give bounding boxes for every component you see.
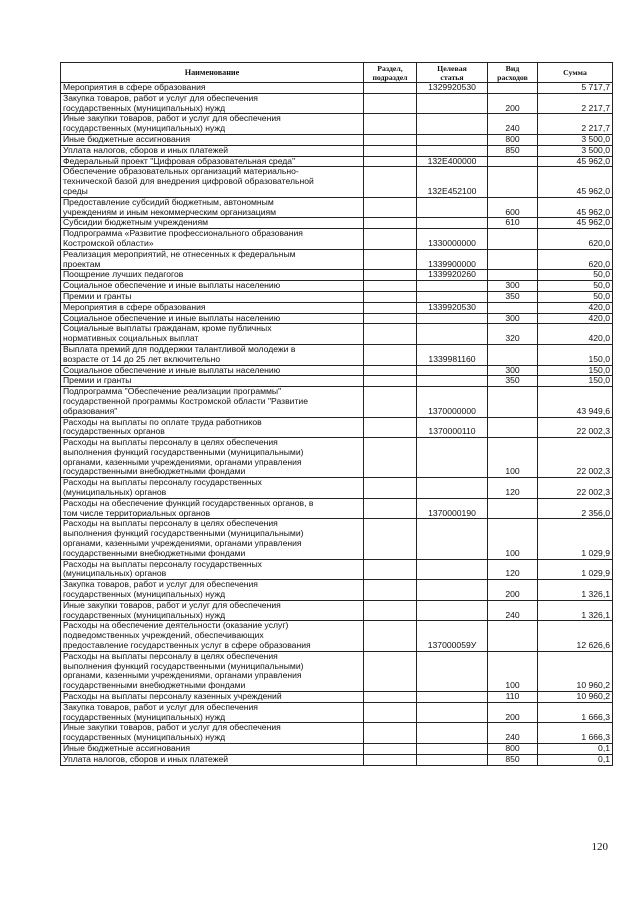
table-row xyxy=(61,291,613,302)
row-vid-cell xyxy=(488,302,538,313)
row-vid-cell: 610 xyxy=(488,218,538,229)
row-sum-cell: 22 002,3 xyxy=(538,417,613,438)
row-sum-cell: 1 326,1 xyxy=(538,600,613,621)
header-name: Наименование xyxy=(61,63,364,83)
row-target-cell xyxy=(417,723,488,744)
row-vid-cell: 600 xyxy=(488,197,538,218)
row-vid-cell xyxy=(488,387,538,417)
row-section-cell xyxy=(364,621,417,651)
row-name-cell: Расходы на выплаты персоналу в целях обеспечения выполнения функций государственными (муниципальными) органами, казенными учреждениями, органами управления государственными внебюджетными фондами xyxy=(61,438,364,478)
row-name-cell: Премии и гранты xyxy=(61,376,364,387)
row-sum-cell: 1 029,9 xyxy=(538,559,613,580)
row-vid-cell: 200 xyxy=(488,580,538,601)
row-target-cell xyxy=(417,324,488,345)
budget-table-container xyxy=(60,62,612,766)
row-section-cell xyxy=(364,114,417,135)
row-vid-cell: 850 xyxy=(488,754,538,765)
row-name-cell: Социальное обеспечение и иные выплаты населению xyxy=(61,313,364,324)
row-name-cell: Иные закупки товаров, работ и услуг для обеспечения государственных (муниципальных) нужд xyxy=(61,114,364,135)
row-target-cell xyxy=(417,651,488,691)
row-name-cell: Премии и гранты xyxy=(61,291,364,302)
row-vid-cell: 350 xyxy=(488,376,538,387)
row-target-cell: 1329920530 xyxy=(417,83,488,94)
header-sum: Сумма xyxy=(538,63,613,83)
row-sum-cell: 2 217,7 xyxy=(538,93,613,114)
row-target-cell xyxy=(417,93,488,114)
row-section-cell xyxy=(364,417,417,438)
row-vid-cell: 800 xyxy=(488,744,538,755)
row-sum-cell: 150,0 xyxy=(538,365,613,376)
row-name-cell: Социальное обеспечение и иные выплаты населению xyxy=(61,365,364,376)
row-vid-cell: 100 xyxy=(488,651,538,691)
row-target-cell xyxy=(417,376,488,387)
row-target-cell: 1370000000 xyxy=(417,387,488,417)
row-sum-cell: 3 500,0 xyxy=(538,145,613,156)
page-number: 120 xyxy=(591,841,608,853)
row-target-cell xyxy=(417,281,488,292)
row-name-cell: Субсидии бюджетным учреждениям xyxy=(61,218,364,229)
row-sum-cell: 10 960,2 xyxy=(538,651,613,691)
row-target-cell xyxy=(417,291,488,302)
row-vid-cell: 100 xyxy=(488,438,538,478)
row-name-cell: Закупка товаров, работ и услуг для обеспечения государственных (муниципальных) нужд xyxy=(61,580,364,601)
row-target-cell xyxy=(417,218,488,229)
row-name-cell: Реализация мероприятий, не отнесенных к федеральным проектам xyxy=(61,249,364,270)
row-name-cell: Расходы на выплаты персоналу государственных (муниципальных) органов xyxy=(61,478,364,499)
row-target-cell xyxy=(417,114,488,135)
row-sum-cell: 620,0 xyxy=(538,249,613,270)
row-name-cell: Социальные выплаты гражданам, кроме публичных нормативных социальных выплат xyxy=(61,324,364,345)
table-row xyxy=(61,600,613,621)
row-vid-cell: 100 xyxy=(488,519,538,559)
row-section-cell xyxy=(364,313,417,324)
row-name-cell: Иные бюджетные ассигнования xyxy=(61,744,364,755)
row-sum-cell: 22 002,3 xyxy=(538,478,613,499)
table-row xyxy=(61,270,613,281)
row-sum-cell: 5 717,7 xyxy=(538,83,613,94)
table-row xyxy=(61,197,613,218)
row-target-cell xyxy=(417,145,488,156)
row-name-cell: Расходы на выплаты персоналу в целях обеспечения выполнения функций государственными (муниципальными) органами, казенными учреждениями, органами управления государственными внебюджетными фондами xyxy=(61,519,364,559)
row-sum-cell: 420,0 xyxy=(538,313,613,324)
table-row xyxy=(61,580,613,601)
row-vid-cell xyxy=(488,83,538,94)
row-target-cell xyxy=(417,438,488,478)
row-name-cell: Закупка товаров, работ и услуг для обеспечения государственных (муниципальных) нужд xyxy=(61,702,364,723)
row-section-cell xyxy=(364,438,417,478)
row-section-cell xyxy=(364,197,417,218)
row-section-cell xyxy=(364,600,417,621)
row-sum-cell: 43 949,6 xyxy=(538,387,613,417)
table-row xyxy=(61,723,613,744)
table-row xyxy=(61,498,613,519)
row-target-cell xyxy=(417,600,488,621)
row-sum-cell: 3 500,0 xyxy=(538,134,613,145)
row-section-cell xyxy=(364,702,417,723)
table-header-row xyxy=(61,63,613,83)
row-section-cell xyxy=(364,519,417,559)
row-name-cell: Обеспечение образовательных организаций материально- технической базой для внедрения цифровой образовательной среды xyxy=(61,167,364,197)
row-vid-cell xyxy=(488,270,538,281)
row-section-cell xyxy=(364,723,417,744)
row-sum-cell: 45 962,0 xyxy=(538,218,613,229)
row-name-cell: Предоставление субсидий бюджетным, автономным учреждениям и иным некоммерческим организациям xyxy=(61,197,364,218)
row-vid-cell: 300 xyxy=(488,313,538,324)
row-name-cell: Расходы на обеспечение деятельности (оказание услуг) подведомственных учреждений, обеспечивающих предоставление государственных услуг в сфере образования xyxy=(61,621,364,651)
row-sum-cell: 45 962,0 xyxy=(538,197,613,218)
row-name-cell: Иные закупки товаров, работ и услуг для обеспечения государственных (муниципальных) нужд xyxy=(61,600,364,621)
row-vid-cell xyxy=(488,249,538,270)
table-row xyxy=(61,559,613,580)
row-sum-cell: 0,1 xyxy=(538,744,613,755)
row-name-cell: Поощрение лучших педагогов xyxy=(61,270,364,281)
row-vid-cell: 240 xyxy=(488,600,538,621)
row-vid-cell: 240 xyxy=(488,723,538,744)
row-target-cell: 1330000000 xyxy=(417,229,488,250)
table-row xyxy=(61,114,613,135)
row-section-cell xyxy=(364,692,417,703)
row-sum-cell: 2 217,7 xyxy=(538,114,613,135)
row-target-cell xyxy=(417,365,488,376)
header-target: Целевая статья xyxy=(417,63,488,83)
table-row xyxy=(61,702,613,723)
row-sum-cell: 10 960,2 xyxy=(538,692,613,703)
row-vid-cell: 350 xyxy=(488,291,538,302)
row-target-cell: 1370000190 xyxy=(417,498,488,519)
table-row xyxy=(61,344,613,365)
table-row xyxy=(61,376,613,387)
table-row xyxy=(61,218,613,229)
row-section-cell xyxy=(364,83,417,94)
row-name-cell: Расходы на выплаты персоналу в целях обеспечения выполнения функций государственными (муниципальными) органами, казенными учреждениями, органами управления государственными внебюджетными фондами xyxy=(61,651,364,691)
row-vid-cell: 120 xyxy=(488,478,538,499)
row-section-cell xyxy=(364,580,417,601)
table-row xyxy=(61,281,613,292)
row-section-cell xyxy=(364,93,417,114)
row-name-cell: Мероприятия в сфере образования xyxy=(61,302,364,313)
row-target-cell: 1370000110 xyxy=(417,417,488,438)
row-section-cell xyxy=(364,478,417,499)
row-target-cell xyxy=(417,580,488,601)
table-row xyxy=(61,302,613,313)
row-sum-cell: 2 356,0 xyxy=(538,498,613,519)
row-name-cell: Расходы на обеспечение функций государственных органов, в том числе территориальных органов xyxy=(61,498,364,519)
row-section-cell xyxy=(364,291,417,302)
row-vid-cell: 240 xyxy=(488,114,538,135)
row-vid-cell: 200 xyxy=(488,702,538,723)
row-section-cell xyxy=(364,344,417,365)
row-section-cell xyxy=(364,281,417,292)
table-body xyxy=(61,83,613,766)
row-target-cell: 1339920260 xyxy=(417,270,488,281)
row-section-cell xyxy=(364,249,417,270)
row-target-cell xyxy=(417,519,488,559)
row-sum-cell: 1 326,1 xyxy=(538,580,613,601)
row-vid-cell: 800 xyxy=(488,134,538,145)
row-name-cell: Федеральный проект "Цифровая образовательная среда" xyxy=(61,156,364,167)
row-section-cell xyxy=(364,754,417,765)
table-row xyxy=(61,651,613,691)
row-target-cell: 1339920530 xyxy=(417,302,488,313)
table-row xyxy=(61,478,613,499)
row-section-cell xyxy=(364,167,417,197)
row-name-cell: Подпрограмма "Обеспечение реализации программы" государственной программы Костромской области "Развитие образования" xyxy=(61,387,364,417)
table-row xyxy=(61,365,613,376)
row-section-cell xyxy=(364,218,417,229)
row-target-cell xyxy=(417,744,488,755)
row-sum-cell: 45 962,0 xyxy=(538,156,613,167)
table-row xyxy=(61,93,613,114)
row-target-cell: 137000059У xyxy=(417,621,488,651)
row-sum-cell: 150,0 xyxy=(538,344,613,365)
row-sum-cell: 22 002,3 xyxy=(538,438,613,478)
row-vid-cell xyxy=(488,621,538,651)
row-section-cell xyxy=(364,156,417,167)
row-sum-cell: 45 962,0 xyxy=(538,167,613,197)
header-vid: Вид расходов xyxy=(488,63,538,83)
row-section-cell xyxy=(364,559,417,580)
row-sum-cell: 1 666,3 xyxy=(538,723,613,744)
row-sum-cell: 1 029,9 xyxy=(538,519,613,559)
row-vid-cell xyxy=(488,417,538,438)
row-sum-cell: 12 626,6 xyxy=(538,621,613,651)
row-name-cell: Закупка товаров, работ и услуг для обеспечения государственных (муниципальных) нужд xyxy=(61,93,364,114)
table-row xyxy=(61,417,613,438)
row-section-cell xyxy=(364,302,417,313)
table-row xyxy=(61,313,613,324)
header-section: Раздел, подраздел xyxy=(364,63,417,83)
table-row xyxy=(61,754,613,765)
table-row xyxy=(61,438,613,478)
row-target-cell xyxy=(417,478,488,499)
row-target-cell xyxy=(417,702,488,723)
row-target-cell xyxy=(417,313,488,324)
row-vid-cell xyxy=(488,167,538,197)
table-row xyxy=(61,83,613,94)
row-name-cell: Расходы на выплаты персоналу государственных (муниципальных) органов xyxy=(61,559,364,580)
row-name-cell: Расходы на выплаты по оплате труда работников государственных органов xyxy=(61,417,364,438)
table-row xyxy=(61,692,613,703)
table-row xyxy=(61,229,613,250)
row-vid-cell: 300 xyxy=(488,281,538,292)
row-section-cell xyxy=(364,229,417,250)
table-row xyxy=(61,145,613,156)
row-sum-cell: 620,0 xyxy=(538,229,613,250)
row-name-cell: Мероприятия в сфере образования xyxy=(61,83,364,94)
row-name-cell: Уплата налогов, сборов и иных платежей xyxy=(61,754,364,765)
row-name-cell: Социальное обеспечение и иные выплаты населению xyxy=(61,281,364,292)
row-name-cell: Подпрограмма «Развитие профессионального образования Костромской области» xyxy=(61,229,364,250)
row-section-cell xyxy=(364,651,417,691)
row-sum-cell: 50,0 xyxy=(538,270,613,281)
row-vid-cell: 200 xyxy=(488,93,538,114)
table-row xyxy=(61,134,613,145)
table-row xyxy=(61,249,613,270)
row-section-cell xyxy=(364,498,417,519)
row-section-cell xyxy=(364,145,417,156)
row-name-cell: Иные бюджетные ассигнования xyxy=(61,134,364,145)
row-section-cell xyxy=(364,134,417,145)
row-section-cell xyxy=(364,324,417,345)
table-row xyxy=(61,519,613,559)
row-section-cell xyxy=(364,376,417,387)
row-target-cell: 132E400000 xyxy=(417,156,488,167)
row-target-cell xyxy=(417,134,488,145)
row-vid-cell: 110 xyxy=(488,692,538,703)
row-target-cell xyxy=(417,197,488,218)
table-row xyxy=(61,324,613,345)
row-sum-cell: 150,0 xyxy=(538,376,613,387)
row-section-cell xyxy=(364,744,417,755)
row-target-cell xyxy=(417,754,488,765)
row-target-cell xyxy=(417,559,488,580)
row-vid-cell: 850 xyxy=(488,145,538,156)
row-target-cell: 1339981160 xyxy=(417,344,488,365)
row-target-cell: 1339900000 xyxy=(417,249,488,270)
table-row xyxy=(61,156,613,167)
row-name-cell: Расходы на выплаты персоналу казенных учреждений xyxy=(61,692,364,703)
row-target-cell: 132E452100 xyxy=(417,167,488,197)
row-name-cell: Выплата премий для поддержки талантливой молодежи в возрасте от 14 до 25 лет включительно xyxy=(61,344,364,365)
row-vid-cell: 120 xyxy=(488,559,538,580)
row-section-cell xyxy=(364,387,417,417)
row-sum-cell: 420,0 xyxy=(538,324,613,345)
row-vid-cell xyxy=(488,229,538,250)
row-sum-cell: 50,0 xyxy=(538,291,613,302)
row-sum-cell: 50,0 xyxy=(538,281,613,292)
row-vid-cell xyxy=(488,498,538,519)
table-row xyxy=(61,167,613,197)
row-vid-cell xyxy=(488,344,538,365)
row-section-cell xyxy=(364,365,417,376)
row-vid-cell: 320 xyxy=(488,324,538,345)
row-sum-cell: 1 666,3 xyxy=(538,702,613,723)
row-sum-cell: 420,0 xyxy=(538,302,613,313)
row-name-cell: Иные закупки товаров, работ и услуг для обеспечения государственных (муниципальных) нужд xyxy=(61,723,364,744)
table-row xyxy=(61,387,613,417)
row-target-cell xyxy=(417,692,488,703)
row-vid-cell: 300 xyxy=(488,365,538,376)
budget-table xyxy=(60,62,613,766)
row-section-cell xyxy=(364,270,417,281)
table-row xyxy=(61,744,613,755)
row-sum-cell: 0,1 xyxy=(538,754,613,765)
table-row xyxy=(61,621,613,651)
row-vid-cell xyxy=(488,156,538,167)
row-name-cell: Уплата налогов, сборов и иных платежей xyxy=(61,145,364,156)
